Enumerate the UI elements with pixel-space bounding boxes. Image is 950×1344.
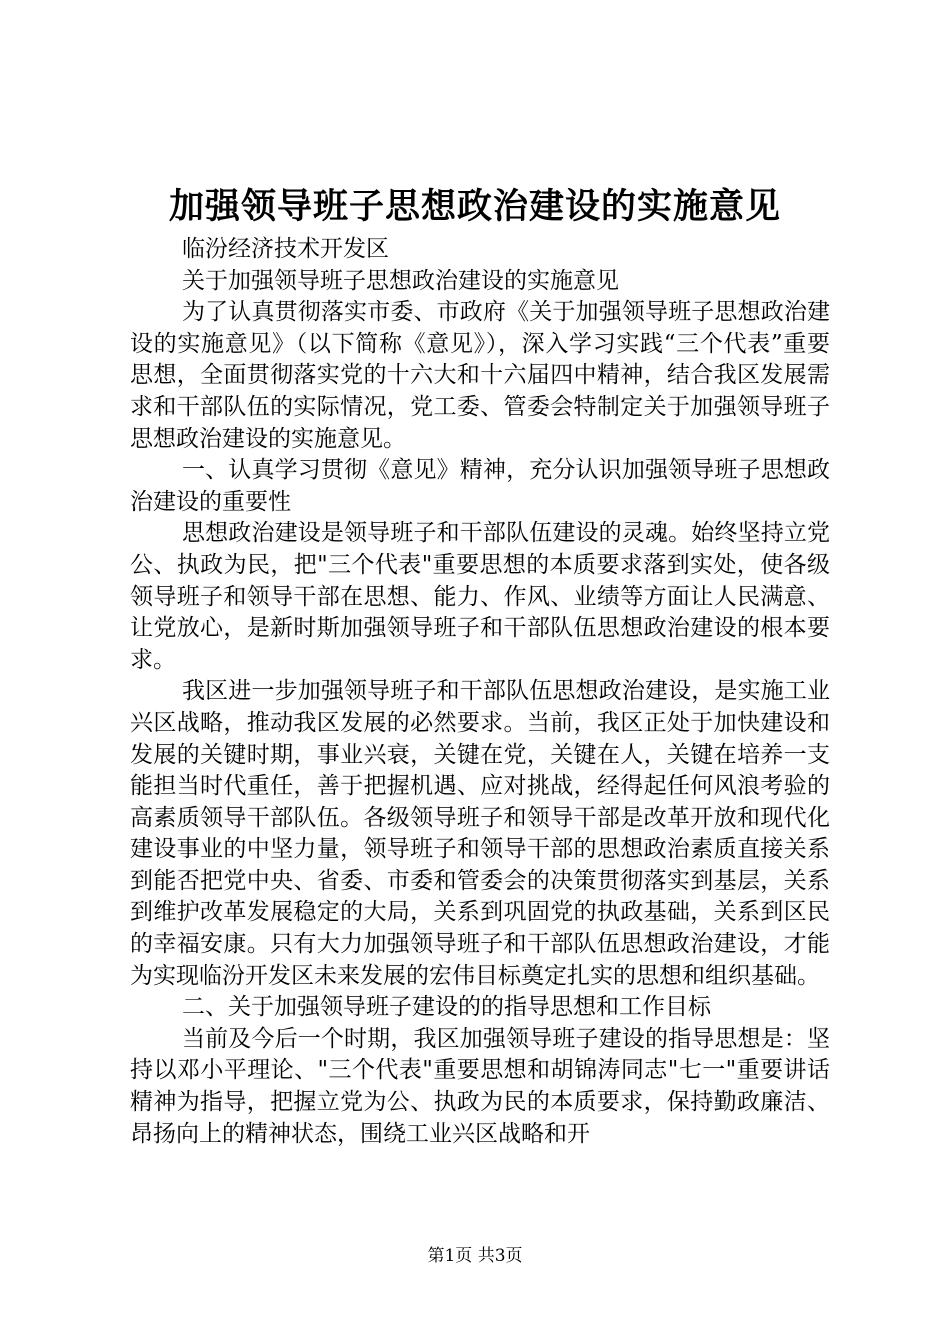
document-title: 加强领导班子思想政治建设的实施意见: [168, 186, 781, 227]
org-name-line: 临汾经济技术开发区: [182, 236, 389, 262]
subtitle-line: 关于加强领导班子思想政治建设的实施意见: [182, 267, 619, 294]
page-number: 第1页 共3页: [427, 1246, 523, 1266]
document-body: [130, 234, 830, 1150]
section-heading-2: 二、关于加强领导班子建设的的指导思想和工作目标: [182, 994, 711, 1021]
body-paragraph: 思想政治建设是领导班子和干部队伍建设的灵魂。始终坚持立党公、执政为民，把"三个代表"重要思想的本质要求落到实处，使各级领导班子和领导干部在思想、能力、作风、业绩等方面让人民满意、让党放心，是新时斯加强领导班子和干部队伍思想政治建设的根本要求。: [130, 520, 830, 673]
body-paragraph: 我区进一步加强领导班子和干部队伍思想政治建设，是实施工业兴区战略，推动我区发展的必然要求。当前，我区正处于加快建设和发展的关键时期，事业兴衰，关键在党，关键在人，关键在培养一支能担当时代重任，善于把握机遇、应对挑战，经得起任何风浪考验的高素质领导干部队伍。各级领导班子和领导干部是改革开放和现代化建设事业的中坚力量，领导班子和领导干部的思想政治素质直接关系到能否把党中央、省委、市委和管委会的决策贯彻落实到基层，关系到维护改革发展稳定的大局，关系到巩固党的执政基础，关系到区民的幸福安康。只有大力加强领导班子和干部队伍思想政治建设，才能为实现临汾开发区未来发展的宏伟目标奠定扎实的思想和组织基础。: [130, 678, 830, 989]
intro-paragraph: 为了认真贯彻落实市委、市政府《关于加强领导班子思想政治建设的实施意见》（以下简称《意见》），深入学习实践“三个代表”重要思想，全面贯彻落实党的十六大和十六届四中精神，结合我区发展需求和干部队伍的实际情况，党工委、管委会特制定关于加强领导班子思想政治建设的实施意见。: [130, 299, 830, 452]
body-paragraph: 当前及今后一个时期，我区加强领导班子建设的指导思想是：坚持以邓小平理论、"三个代表"重要思想和胡锦涛同志"七一"重要讲话精神为指导，把握立党为公、执政为民的本质要求，保持勤政廉洁、昂扬向上的精神状态，围绕工业兴区战略和开: [130, 1025, 830, 1147]
section-heading-1: 一、认真学习贯彻《意见》精神，充分认识加强领导班子思想政治建设的重要性: [130, 457, 830, 515]
